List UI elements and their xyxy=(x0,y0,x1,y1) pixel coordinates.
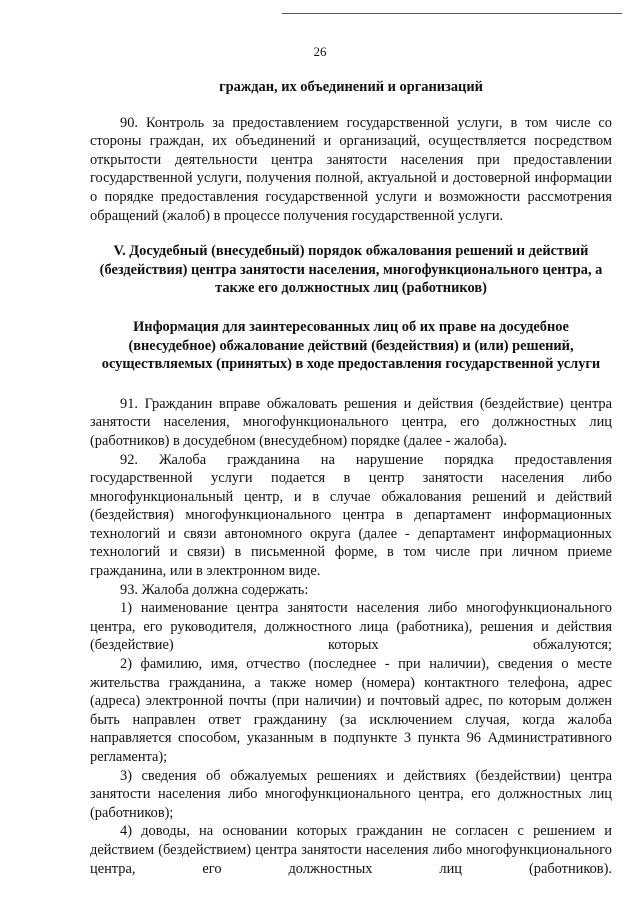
paragraph-92: 92. Жалоба гражданина на нарушение порядка предоставления государственной услуги подается в центр занятости населения либо многофункциональный центр, и в случае обжалования решений и действий (бездействия) многофункционального центра в департамент информационных технологий и связи автономного округа (далее - департамент информационных технологий и связи) в письменной форме, в том числе при личном приеме гражданина, или в электронном виде. xyxy=(90,451,612,580)
document-body xyxy=(90,68,612,878)
paragraph-93: 93. Жалоба должна содержать: xyxy=(120,581,309,598)
paragraph-91: 91. Гражданин вправе обжаловать решения и действия (бездействие) центра занятости населения, многофункционального центра, его должностных лиц (работников) в досудебном (внесудебном) порядке (далее - жалоба). xyxy=(90,395,612,449)
top-rule xyxy=(282,13,622,14)
section-heading: V. Досудебный (внесудебный) порядок обжалования решений и действий (бездействия) центра занятости населения, многофункционального центра, а также его должностных лиц (работников) xyxy=(99,243,603,297)
paragraph-93-item-2: 2) фамилию, имя, отчество (последнее - при наличии), сведения о месте жительства гражданина, а также номер (номера) контактного телефона, адрес (адреса) электронной почты (при наличии) и почтовый адрес, по которым должен быть направлен ответ гражданину (за исключением случая, когда жалоба направляется способом, указанным в подпункте 3 пункта 96 Административного регламента); xyxy=(90,656,612,765)
page-number: 26 xyxy=(313,44,327,59)
paragraph-90: 90. Контроль за предоставлением государственной услуги, в том числе со стороны граждан, их объединений и организаций, осуществляется посредством открытости деятельности центра занятости населения при предоставлении государственной услуги, получения полной, актуальной и достоверной информации о порядке предоставления государственной услуги и возможности рассмотрения обращений (жалоб) в процессе получения государственной услуги. xyxy=(90,114,612,224)
paragraph-93-item-4: 4) доводы, на основании которых гражданин не согласен с решением и действием (бездействием) центра занятости населения либо многофункционального центра, его должностных лиц (работников). xyxy=(90,823,612,877)
heading-continuation: граждан, их объединений и организаций xyxy=(219,79,483,95)
paragraph-93-item-1: 1) наименование центра занятости населения либо многофункционального центра, его руководителя, должностного лица (работника), решения и действия (бездействие) которых обжалуются; xyxy=(90,600,612,654)
info-heading: Информация для заинтересованных лиц об их праве на досудебное (внесудебное) обжалование действий (бездействия) и (или) решений, осуществляемых (принятых) в ходе предоставления государственной услуги xyxy=(101,318,601,373)
paragraph-93-item-3: 3) сведения об обжалуемых решениях и действиях (бездействии) центра занятости населения либо многофункционального центра, его должностных лиц (работников); xyxy=(90,767,612,821)
